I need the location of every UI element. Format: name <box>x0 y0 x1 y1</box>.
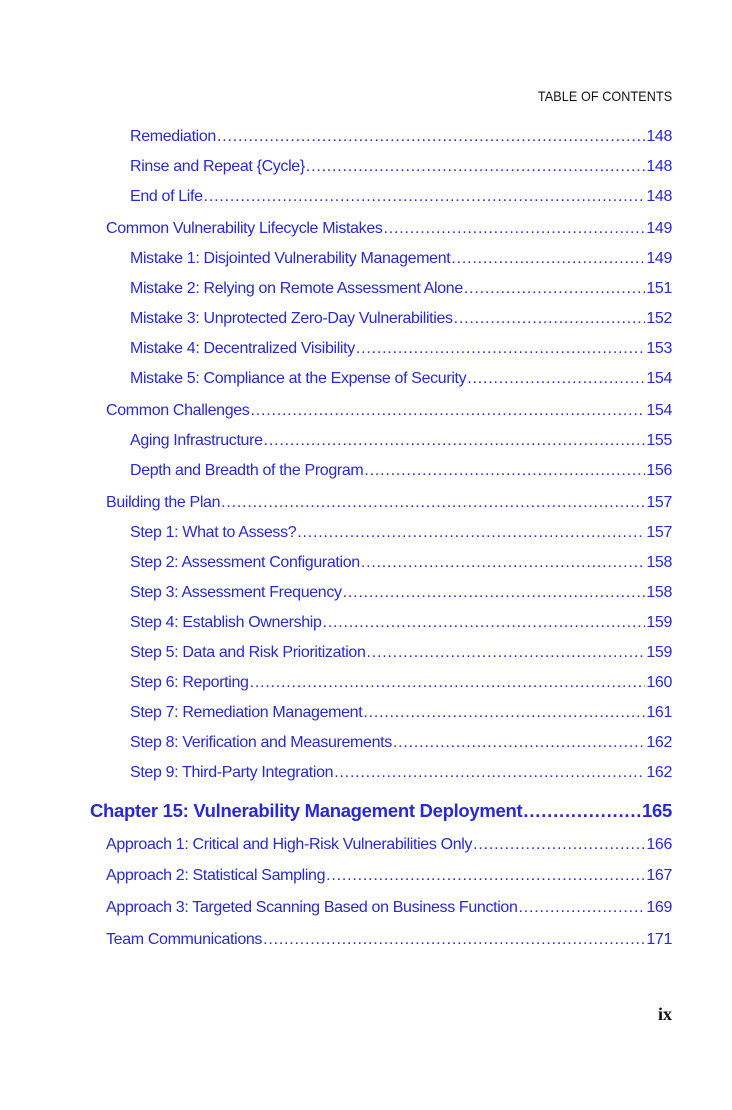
toc-entry[interactable] <box>106 867 672 885</box>
toc-entry-title: Approach 2: Statistical Sampling <box>106 867 326 884</box>
toc-entry-page: 166 <box>646 836 672 853</box>
toc-entry-title: Mistake 2: Relying on Remote Assessment Alone <box>130 280 463 297</box>
toc-entry-page: 171 <box>646 931 672 948</box>
dot-leader <box>221 494 645 512</box>
toc-entry-page: 158 <box>646 554 672 571</box>
toc-entry[interactable] <box>106 899 672 917</box>
dot-leader <box>297 524 645 542</box>
toc-entry-title: Building the Plan <box>106 494 221 511</box>
toc-entry-title: Step 7: Remediation Management <box>130 704 363 721</box>
toc-entry-page: 162 <box>646 734 672 751</box>
toc-entry-page: 160 <box>646 674 672 691</box>
toc-entry[interactable] <box>130 764 672 782</box>
toc-entry[interactable] <box>130 644 672 662</box>
toc-entry-title: End of Life <box>130 188 203 205</box>
toc-entry[interactable] <box>130 250 672 268</box>
toc-entry-page: 165 <box>642 800 672 821</box>
dot-leader <box>264 432 646 450</box>
dot-leader <box>451 250 645 268</box>
toc-entry-page: 169 <box>646 899 672 916</box>
toc-entry[interactable] <box>106 402 672 420</box>
toc-entry[interactable] <box>130 432 672 450</box>
toc-entry-page: 167 <box>646 867 672 884</box>
toc-entry-title: Approach 1: Critical and High-Risk Vulnerabilities Only <box>106 836 473 853</box>
toc-entry-page: 151 <box>646 280 672 297</box>
toc-entry-page: 148 <box>646 128 672 145</box>
toc-entry-title: Approach 3: Targeted Scanning Based on Business Function <box>106 899 518 916</box>
toc-entry-page: 159 <box>646 644 672 661</box>
page-number: ix <box>657 1004 672 1024</box>
toc-entry-page: 148 <box>646 188 672 205</box>
toc-entry[interactable] <box>130 734 672 752</box>
dot-leader <box>250 674 646 692</box>
toc-entry[interactable] <box>130 674 672 692</box>
toc-entry[interactable] <box>130 370 672 388</box>
toc-entry-title: Aging Infrastructure <box>130 432 263 449</box>
dot-leader <box>393 734 645 752</box>
dot-leader <box>343 584 646 602</box>
toc-entry-page: 154 <box>646 370 672 387</box>
toc-entry-page: 155 <box>646 432 672 449</box>
toc-entry-page: 154 <box>646 402 672 419</box>
dot-leader <box>326 867 645 885</box>
toc-entry-title: Depth and Breadth of the Program <box>130 462 364 479</box>
toc-entry[interactable] <box>106 836 672 854</box>
toc-entry-page: 157 <box>646 524 672 541</box>
toc-entry-title: Step 6: Reporting <box>130 674 249 691</box>
toc-entry-title: Step 1: What to Assess? <box>130 524 297 541</box>
toc-entry-title: Remediation <box>130 128 216 145</box>
toc-entry-title: Step 5: Data and Risk Prioritization <box>130 644 366 661</box>
toc-entry-title: Mistake 3: Unprotected Zero-Day Vulnerabilities <box>130 310 453 327</box>
toc-entry[interactable] <box>130 584 672 602</box>
running-header: TABLE OF CONTENTS <box>537 88 672 104</box>
toc-entry-title: Mistake 1: Disjointed Vulnerability Management <box>130 250 451 267</box>
dot-leader <box>464 280 645 298</box>
toc-entry[interactable] <box>130 704 672 722</box>
toc-entry-title: Step 4: Establish Ownership <box>130 614 322 631</box>
toc-entry[interactable] <box>130 554 672 572</box>
toc-entry-page: 161 <box>646 704 672 721</box>
dot-leader <box>217 128 645 146</box>
dot-leader <box>334 764 645 782</box>
toc-entry[interactable] <box>130 310 672 328</box>
dot-leader <box>363 704 645 722</box>
dot-leader <box>519 899 646 917</box>
toc-entry-page: 159 <box>646 614 672 631</box>
dot-leader <box>323 614 646 632</box>
toc-entry-title: Step 8: Verification and Measurements <box>130 734 392 751</box>
toc-entry-page: 153 <box>646 340 672 357</box>
toc-entry[interactable] <box>106 931 672 949</box>
toc-entry[interactable] <box>130 340 672 358</box>
toc-entry-page: 157 <box>646 494 672 511</box>
toc-entry-title: Mistake 4: Decentralized Visibility <box>130 340 355 357</box>
toc-entry[interactable] <box>106 220 672 238</box>
toc-entry[interactable] <box>130 128 672 146</box>
dot-leader <box>523 800 641 822</box>
toc-entry-title: Common Challenges <box>106 402 250 419</box>
toc-entry-title: Chapter 15: Vulnerability Management Deployment <box>90 800 523 821</box>
dot-leader <box>306 158 646 176</box>
toc-entry[interactable] <box>130 614 672 632</box>
dot-leader <box>467 370 645 388</box>
dot-leader <box>204 188 646 206</box>
toc-entry[interactable] <box>106 494 672 512</box>
toc-entry-title: Step 9: Third-Party Integration <box>130 764 334 781</box>
toc-entry-page: 148 <box>646 158 672 175</box>
toc-entry-page: 149 <box>646 220 672 237</box>
toc-entry[interactable] <box>130 158 672 176</box>
toc-entry[interactable] <box>130 524 672 542</box>
toc-entry[interactable] <box>130 280 672 298</box>
toc-entry-page: 152 <box>646 310 672 327</box>
dot-leader <box>473 836 645 854</box>
toc-entry[interactable] <box>130 462 672 480</box>
toc-entry-page: 149 <box>646 250 672 267</box>
toc-entry-title: Step 3: Assessment Frequency <box>130 584 342 601</box>
dot-leader <box>454 310 646 328</box>
dot-leader <box>361 554 646 572</box>
dot-leader <box>364 462 645 480</box>
toc-entry[interactable] <box>130 188 672 206</box>
dot-leader <box>367 644 646 662</box>
dot-leader <box>263 931 645 949</box>
toc-entry-title: Step 2: Assessment Configuration <box>130 554 360 571</box>
toc-entry-title: Common Vulnerability Lifecycle Mistakes <box>106 220 383 237</box>
toc-entry-title: Rinse and Repeat {Cycle} <box>130 158 305 175</box>
dot-leader <box>356 340 645 358</box>
toc-entry-page: 156 <box>646 462 672 479</box>
toc-entry-title: Mistake 5: Compliance at the Expense of Security <box>130 370 467 387</box>
toc-entry-title: Team Communications <box>106 931 263 948</box>
dot-leader <box>384 220 646 238</box>
dot-leader <box>250 402 645 420</box>
toc-chapter-entry[interactable] <box>90 800 672 822</box>
toc-entry-page: 158 <box>646 584 672 601</box>
toc-entry-page: 162 <box>646 764 672 781</box>
